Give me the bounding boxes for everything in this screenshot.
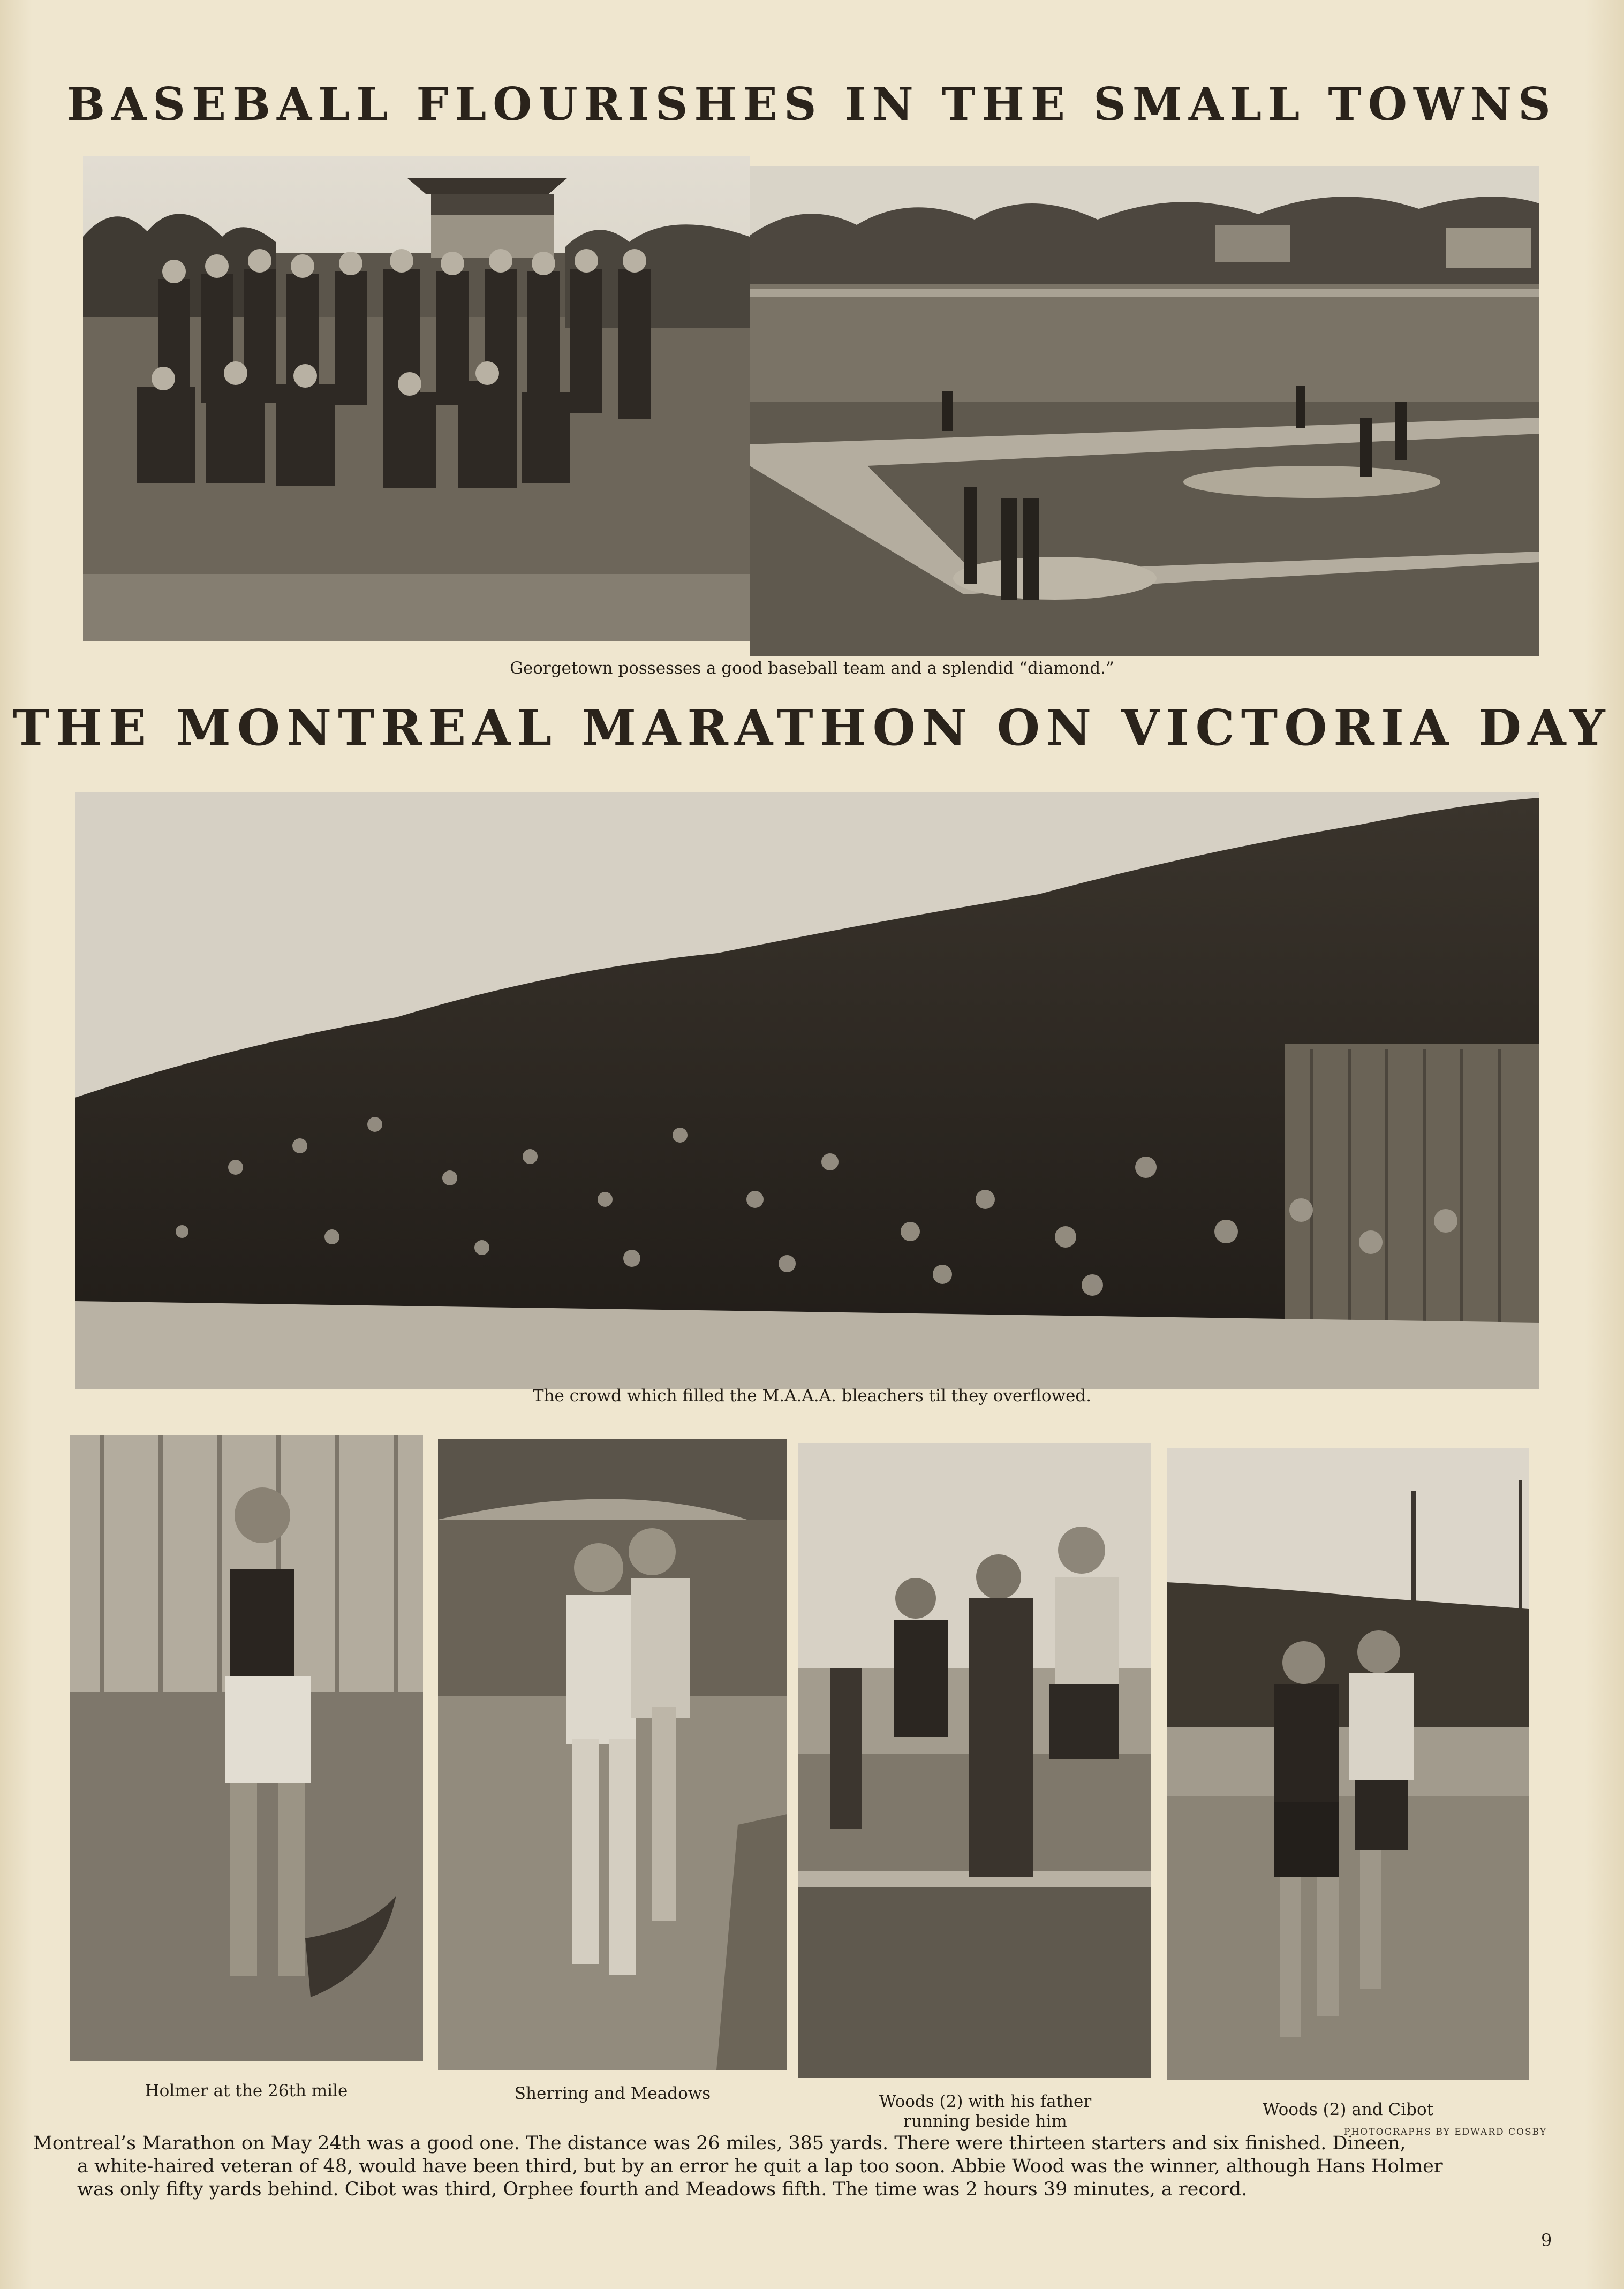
crowd-photo	[75, 792, 1539, 1389]
article-line-3: was only fifty yards behind. Cibot was third, Orphee fourth and Meadows fifth. The time was 2 hours 39 minutes, a record.	[77, 2179, 1248, 2200]
baseball-field-image	[750, 166, 1539, 656]
woods-father-image	[798, 1443, 1151, 2078]
woods-father-photo	[798, 1443, 1151, 2078]
article-line-1: Montreal’s Marathon on May 24th was a good one. The distance was 26 miles, 385 yards. There were thirteen starters and six finished. Dineen,	[33, 2133, 1406, 2154]
sherring-meadows-image	[438, 1439, 787, 2070]
woods-cibot-caption: Woods (2) and Cibot	[1262, 2100, 1434, 2119]
crowd-image	[75, 792, 1539, 1389]
baseball-heading: BASEBALL FLOURISHES IN THE SMALL TOWNS	[67, 78, 1557, 131]
baseball-team-photo	[83, 156, 750, 641]
marathon-heading: THE MONTREAL MARATHON ON VICTORIA DAY	[12, 699, 1612, 757]
photo-credit: PHOTOGRAPHS BY EDWARD COSBY	[1344, 2127, 1547, 2137]
baseball-caption: Georgetown possesses a good baseball team and a splendid “diamond.”	[510, 659, 1114, 678]
woods-father-caption-line2: running beside him	[903, 2112, 1067, 2131]
holmer-photo	[70, 1435, 423, 2061]
woods-father-caption-line1: Woods (2) with his father	[879, 2092, 1092, 2111]
page-number: 9	[1541, 2230, 1552, 2250]
woods-cibot-photo	[1167, 1448, 1529, 2080]
crowd-caption: The crowd which filled the M.A.A.A. bleachers til they overflowed.	[532, 1386, 1092, 1406]
article-text	[33, 2132, 1565, 2201]
sherring-meadows-photo	[438, 1439, 787, 2070]
holmer-caption: Holmer at the 26th mile	[145, 2081, 348, 2101]
article-line-2: a white-haired veteran of 48, would have been third, but by an error he quit a lap too soon. Abbie Wood was the winner, although Hans Holmer	[77, 2156, 1443, 2177]
baseball-team-image	[83, 156, 750, 641]
holmer-image	[70, 1435, 423, 2061]
baseball-field-photo	[750, 166, 1539, 656]
sherring-caption: Sherring and Meadows	[514, 2084, 711, 2103]
woods-cibot-image	[1167, 1448, 1529, 2080]
